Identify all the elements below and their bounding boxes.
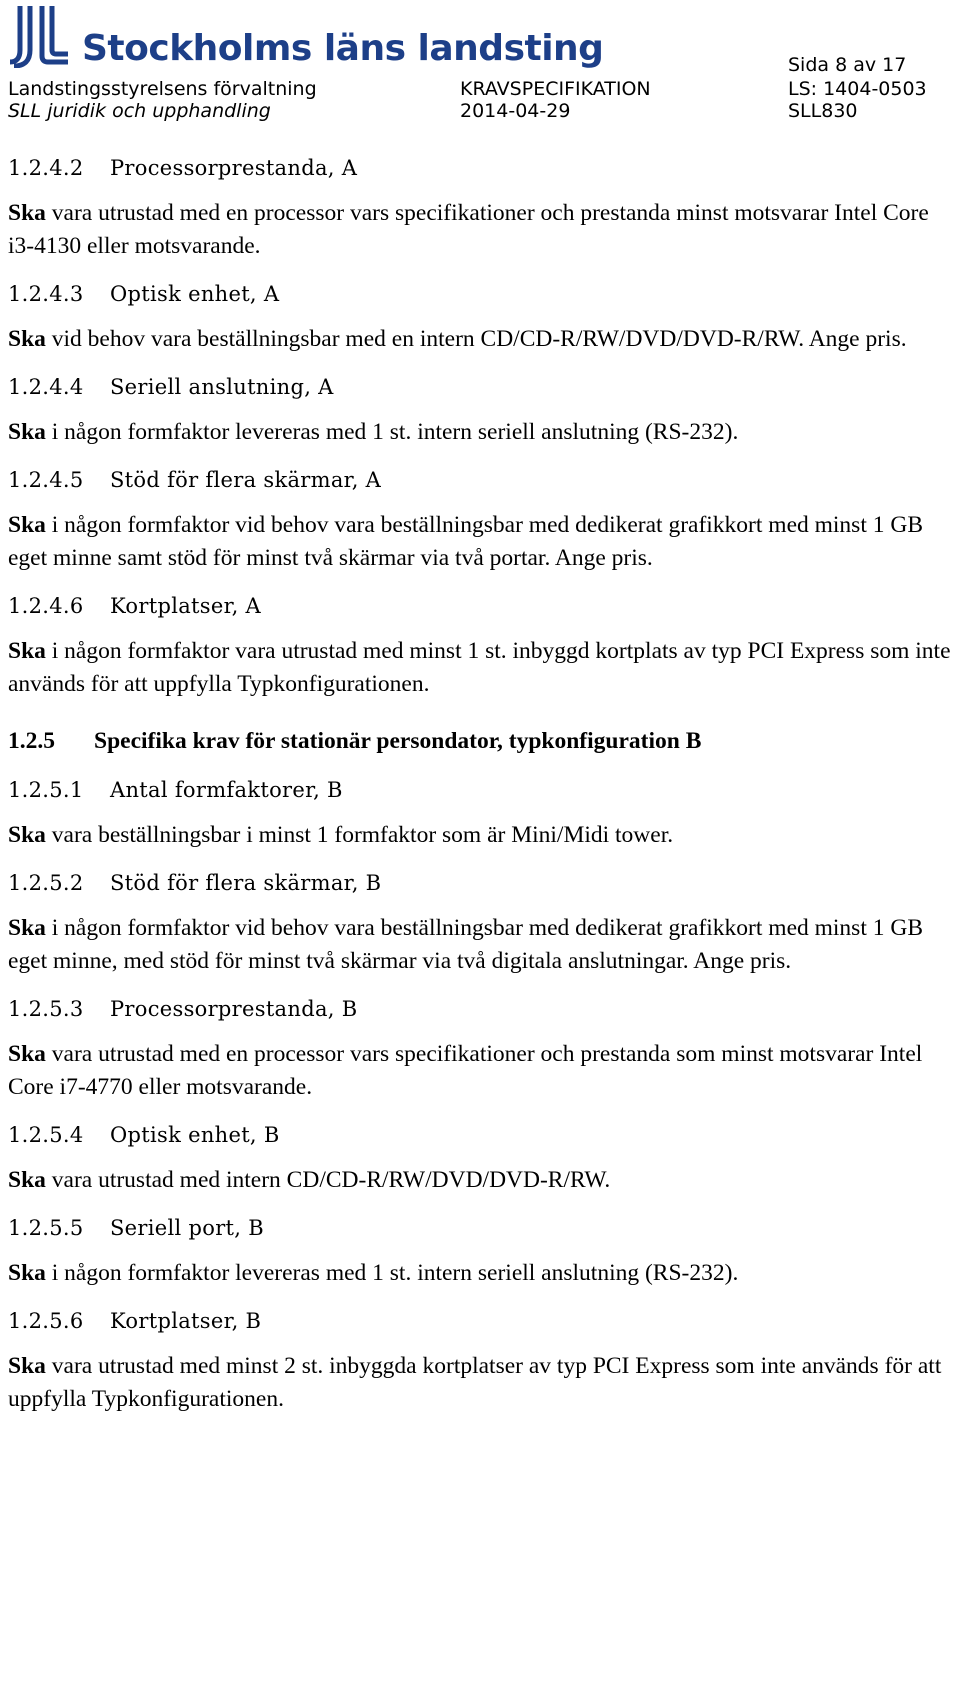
org-name: Stockholms läns landsting xyxy=(82,28,604,69)
requirement-text: Ska vara utrustad med en processor vars specifikationer och prestanda minst motsvarar Intel Core i3-4130 eller motsvarande. xyxy=(8,200,929,259)
subsection-heading: 1.2.5.6 Kortplatser, B xyxy=(8,1309,262,1333)
requirement-text: Ska vara utrustad med en processor vars specifikationer och prestanda som minst motsvarar Intel Core i7-4770 eller motsvarande. xyxy=(8,1041,923,1100)
section-1-2-5-1 xyxy=(8,774,952,852)
section-1-2-4-2 xyxy=(8,152,952,263)
subsection-heading: 1.2.5.3 Processorprestanda, B xyxy=(8,997,358,1021)
section-1-2-5-5 xyxy=(8,1212,952,1290)
requirement-text: Ska i någon formfaktor levereras med 1 st. intern seriell anslutning (RS-232). xyxy=(8,419,739,445)
header-ls-number: LS: 1404-0503 xyxy=(788,78,927,100)
subsection-heading: 1.2.5.5 Seriell port, B xyxy=(8,1216,264,1240)
subsection-heading: 1.2.4.5 Stöd för flera skärmar, A xyxy=(8,468,382,492)
subsection-heading: 1.2.4.4 Seriell anslutning, A xyxy=(8,375,334,399)
section-1-2-5-3 xyxy=(8,993,952,1104)
requirement-text: Ska i någon formfaktor vid behov vara beställningsbar med dedikerat grafikkort med minst 1 GB eget minne, med stöd för minst två skärmar via två digitala anslutningar. Ange pris. xyxy=(8,915,923,974)
section-heading-1-2-5: 1.2.5 Specifika krav för stationär persondator, typkonfiguration B xyxy=(8,728,702,754)
requirement-text: Ska vara utrustad med intern CD/CD-R/RW/DVD/DVD-R/RW. xyxy=(8,1167,611,1193)
subsection-heading: 1.2.5.4 Optisk enhet, B xyxy=(8,1123,280,1147)
section-1-2-4-5 xyxy=(8,464,952,575)
document-body xyxy=(8,152,952,1431)
requirement-text: Ska i någon formfaktor vara utrustad med minst 1 st. inbyggd kortplats av typ PCI Express som inte används för att uppfylla Typkonfigurationen. xyxy=(8,638,951,697)
sll-logo xyxy=(8,4,604,74)
section-1-2-5-4 xyxy=(8,1119,952,1197)
requirement-text: Ska i någon formfaktor vid behov vara beställningsbar med dedikerat grafikkort med minst 1 GB eget minne samt stöd för minst två skärmar via två portar. Ange pris. xyxy=(8,512,923,571)
header-doc-type: KRAVSPECIFIKATION xyxy=(460,78,651,100)
page-number: Sida 8 av 17 xyxy=(788,54,907,76)
subsection-heading: 1.2.4.3 Optisk enhet, A xyxy=(8,282,280,306)
section-1-2-4-4 xyxy=(8,371,952,449)
section-1-2-5-6 xyxy=(8,1305,952,1416)
requirement-text: Ska i någon formfaktor levereras med 1 st. intern seriell anslutning (RS-232). xyxy=(8,1260,739,1286)
subsection-heading: 1.2.5.1 Antal formfaktorer, B xyxy=(8,778,343,802)
section-1-2-4-3 xyxy=(8,278,952,356)
sll-logo-mark-icon xyxy=(8,4,72,68)
subsection-heading: 1.2.4.2 Processorprestanda, A xyxy=(8,156,358,180)
requirement-text: Ska vid behov vara beställningsbar med en intern CD/CD-R/RW/DVD/DVD-R/RW. Ange pris. xyxy=(8,326,907,352)
header-date: 2014-04-29 xyxy=(460,100,571,122)
header-sll-number: SLL830 xyxy=(788,100,858,122)
requirement-text: Ska vara utrustad med minst 2 st. inbyggda kortplatser av typ PCI Express som inte används för att uppfylla Typkonfigurationen. xyxy=(8,1353,942,1412)
requirement-text: Ska vara beställningsbar i minst 1 formfaktor som är Mini/Midi tower. xyxy=(8,822,674,848)
header-department: Landstingsstyrelsens förvaltning xyxy=(8,78,317,100)
header-unit: SLL juridik och upphandling xyxy=(8,100,271,122)
subsection-heading: 1.2.4.6 Kortplatser, A xyxy=(8,594,262,618)
section-1-2-5-2 xyxy=(8,867,952,978)
subsection-heading: 1.2.5.2 Stöd för flera skärmar, B xyxy=(8,871,382,895)
section-1-2-4-6 xyxy=(8,590,952,701)
